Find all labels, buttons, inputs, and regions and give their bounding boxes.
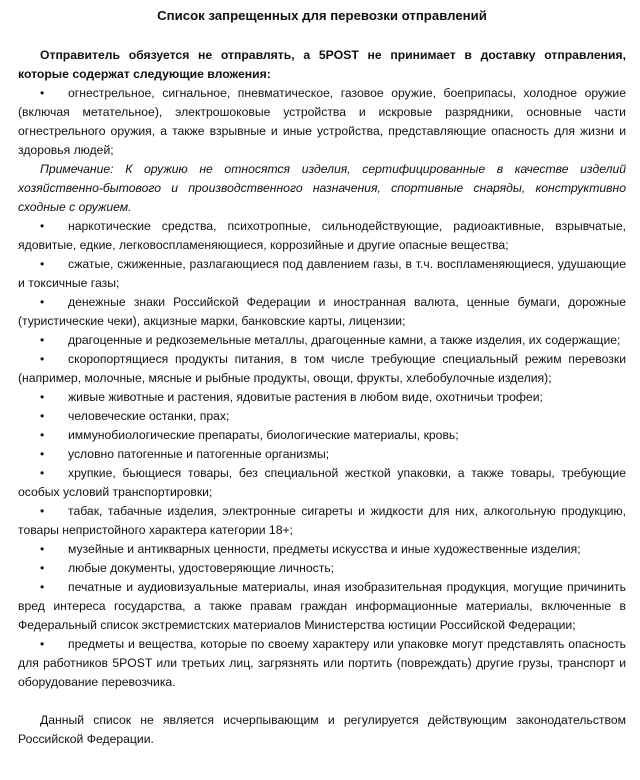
list-item xyxy=(18,84,626,160)
list-item xyxy=(18,293,626,331)
bullet-icon: • xyxy=(40,542,45,556)
list-item-text: живые животные и растения, ядовитые растения в любом виде, охотничьи трофеи; xyxy=(68,390,543,404)
list-item xyxy=(18,635,626,692)
bullet-icon: • xyxy=(40,219,45,233)
document-title: Список запрещенных для перевозки отправлений xyxy=(157,8,487,23)
bullet-icon: • xyxy=(40,561,45,575)
weapons-note: Примечание: К оружию не относятся изделия, сертифицированные в качестве изделий хозяйственно-бытового и производственного назначения, спортивные снаряды, конструктивно сходные с оружием. xyxy=(18,162,626,214)
bullet-icon: • xyxy=(40,466,45,480)
list-item-text: иммунобиологические препараты, биологические материалы, кровь; xyxy=(68,428,459,442)
list-item-text: табак, табачные изделия, электронные сигареты и жидкости для них, алкогольную продукцию, товары непристойного характера категории 18+; xyxy=(18,504,626,537)
list-item-text: любые документы, удостоверяющие личность; xyxy=(68,561,335,575)
list-item xyxy=(18,407,626,426)
list-item-text: сжатые, сжиженные, разлагающиеся под давлением газы, в т.ч. воспламеняющиеся, удушающие и токсичные газы; xyxy=(18,257,626,290)
list-item-text: огнестрельное, сигнальное, пневматическое, газовое оружие, боеприпасы, холодное оружие (включая метательное), электрошоковые устройства и искровые разрядники, основные части огнестрельного оружия, а также взрывные и иные устройства, представляющие опасность для жизни и здоровья людей; xyxy=(18,86,626,157)
list-item xyxy=(18,426,626,445)
list-item-text: печатные и аудиовизуальные материалы, иная изобразительная продукция, могущие причинить вред интереса государства, а также правам граждан информационные материалы, включенные в Федеральный список экстремистских материалов Министерства юстиции Российской Федерации; xyxy=(18,580,626,632)
bullet-icon: • xyxy=(40,390,45,404)
bullet-icon: • xyxy=(40,352,45,366)
bullet-icon: • xyxy=(40,637,45,651)
prohibited-items-list xyxy=(18,84,626,160)
list-item xyxy=(18,331,626,350)
list-item xyxy=(18,388,626,407)
list-item-text: денежные знаки Российской Федерации и иностранная валюта, ценные бумаги, дорожные (туристические чеки), акцизные марки, банковские карты, лицензии; xyxy=(18,295,626,328)
list-item xyxy=(18,559,626,578)
intro-paragraph: Отправитель обязуется не отправлять, а 5POST не принимает в доставку отправления, которые содержат следующие вложения: xyxy=(18,48,626,81)
list-item xyxy=(18,217,626,255)
bullet-icon: • xyxy=(40,504,45,518)
bullet-icon: • xyxy=(40,428,45,442)
list-item-text: предметы и вещества, которые по своему характеру или упаковке могут представлять опасность для работников 5POST или третьих лиц, загрязнять или портить (повреждать) другие грузы, транспорт и оборудование перевозчика. xyxy=(18,637,626,689)
bullet-icon: • xyxy=(40,257,45,271)
list-item xyxy=(18,445,626,464)
bullet-icon: • xyxy=(40,333,45,347)
prohibited-items-list-continued xyxy=(18,217,626,692)
list-item-text: наркотические средства, психотропные, сильнодействующие, радиоактивные, взрывчатые, ядовитые, едкие, легковоспламеняющиеся, коррозийные и другие опасные вещества; xyxy=(18,219,626,252)
bullet-icon: • xyxy=(40,580,45,594)
list-item xyxy=(18,578,626,635)
list-item xyxy=(18,350,626,388)
list-item-text: скоропортящиеся продукты питания, в том числе требующие специальный режим перевозки (например, молочные, мясные и рыбные продукты, овощи, фрукты, хлебобулочные изделия); xyxy=(18,352,626,385)
list-item xyxy=(18,502,626,540)
bullet-icon: • xyxy=(40,447,45,461)
list-item-text: музейные и антикварных ценности, предметы искусства и иные художественные изделия; xyxy=(68,542,581,556)
list-item xyxy=(18,464,626,502)
list-item-text: условно патогенные и патогенные организмы; xyxy=(68,447,330,461)
bullet-icon: • xyxy=(40,409,45,423)
list-item-text: человеческие останки, прах; xyxy=(68,409,230,423)
closing-paragraph: Данный список не является исчерпывающим и регулируется действующим законодательством Российской Федерации. xyxy=(18,713,626,746)
list-item-text: хрупкие, бьющиеся товары, без специальной жесткой упаковки, а также товары, требующие особых условий транспортировки; xyxy=(18,466,626,499)
list-item xyxy=(18,540,626,559)
list-item-text: драгоценные и редкоземельные металлы, драгоценные камни, а также изделия, их содержащие; xyxy=(68,333,621,347)
bullet-icon: • xyxy=(40,86,45,100)
bullet-icon: • xyxy=(40,295,45,309)
list-item xyxy=(18,255,626,293)
